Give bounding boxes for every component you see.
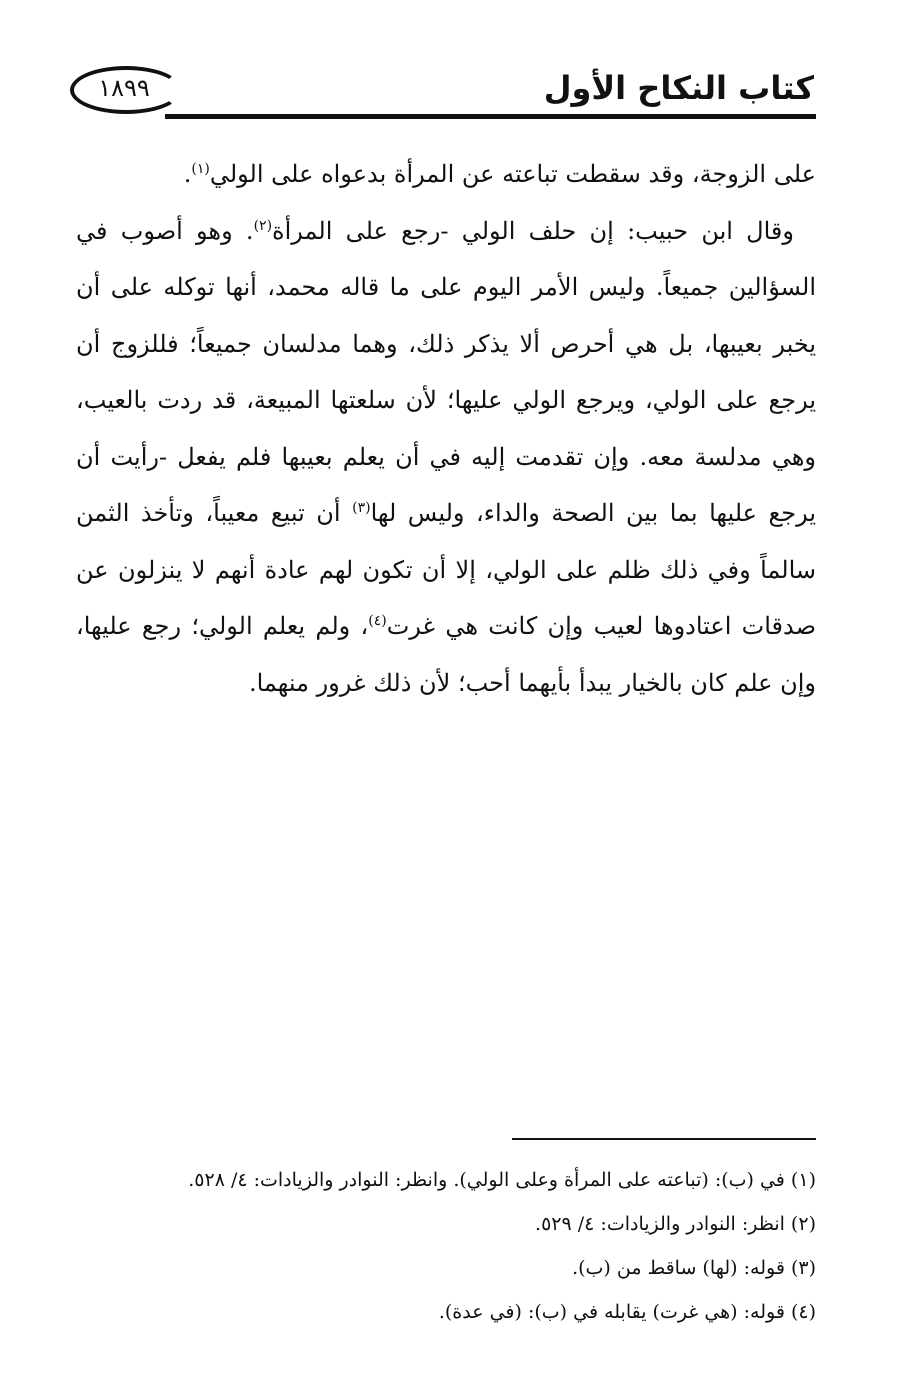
footnote-2: (٢) انظر: النوادر والزيادات: ٤/ ٥٢٩. [535,1213,816,1235]
footnote-ref-1: (١) [191,161,210,177]
footnote-ref-3: (٣) [352,500,371,516]
footnote-1: (١) في (ب): (تباعته على المرأة وعلى الولي). وانظر: النوادر والزيادات: ٤/ ٥٢٨. [188,1169,816,1191]
footnotes [76,1158,816,1334]
footnote-ref-2: (٢) [253,217,273,234]
paragraph-1-end: . [183,160,192,188]
footnote-separator [512,1138,816,1140]
paragraph-2-part-1: وقال ابن حبيب: إن حلف الولي -رجع على المرأة [272,216,794,245]
paragraph-2-part-4: ، ولم يعلم الولي؛ رجع عليها، وإن علم كان بالخيار يبدأ بأيهما أحب؛ لأن ذلك غرور منهما. [76,612,816,697]
paragraph-2-part-3: أن تبيع معيباً، وتأخذ الثمن سالماً وفي ذلك ظلم على الولي، إلا أن تكون لهم عادة أنهم لا ينزلون عن صدقات اعتادوها لعيب وإن كانت هي غرت [76,499,817,640]
book-title: كتاب النكاح الأول [543,69,814,107]
footnote-3: (٣) قوله: (لها) ساقط من (ب). [572,1257,816,1279]
footnote-ref-4: (٤) [368,613,387,629]
paragraph-2-part-2: . وهو أصوب في السؤالين جميعاً. وليس الأمر اليوم على ما قاله محمد، أنها توكله على أن يخبر بعيبها، بل هي أحرص ألا يذكر ذلك، وهما مدلسان جميعاً؛ فللزوج أن يرجع على الولي، ويرجع الولي عليها؛ لأن سلعتها المبيعة، قد ردت بالعيب، وهي مدلسة معه. وإن تقدمت إليه في أن يعلم بعيبها فلم يفعل -رأيت أن يرجع عليها بما بين الصحة والداء، وليس لها [76,216,817,527]
main-text [76,146,816,711]
page-header [70,62,816,126]
paragraph-1-text: على الزوجة، وقد سقطت تباعته عن المرأة بدعواه على الولي [209,160,816,188]
paragraph-1 [76,146,816,203]
page-number: ١٨٩٩ [98,74,150,102]
header-rule [165,114,816,119]
footnote-4: (٤) قوله: (هي غرت) يقابله في (ب): (في عدة). [438,1301,816,1323]
paragraph-2 [76,203,816,712]
